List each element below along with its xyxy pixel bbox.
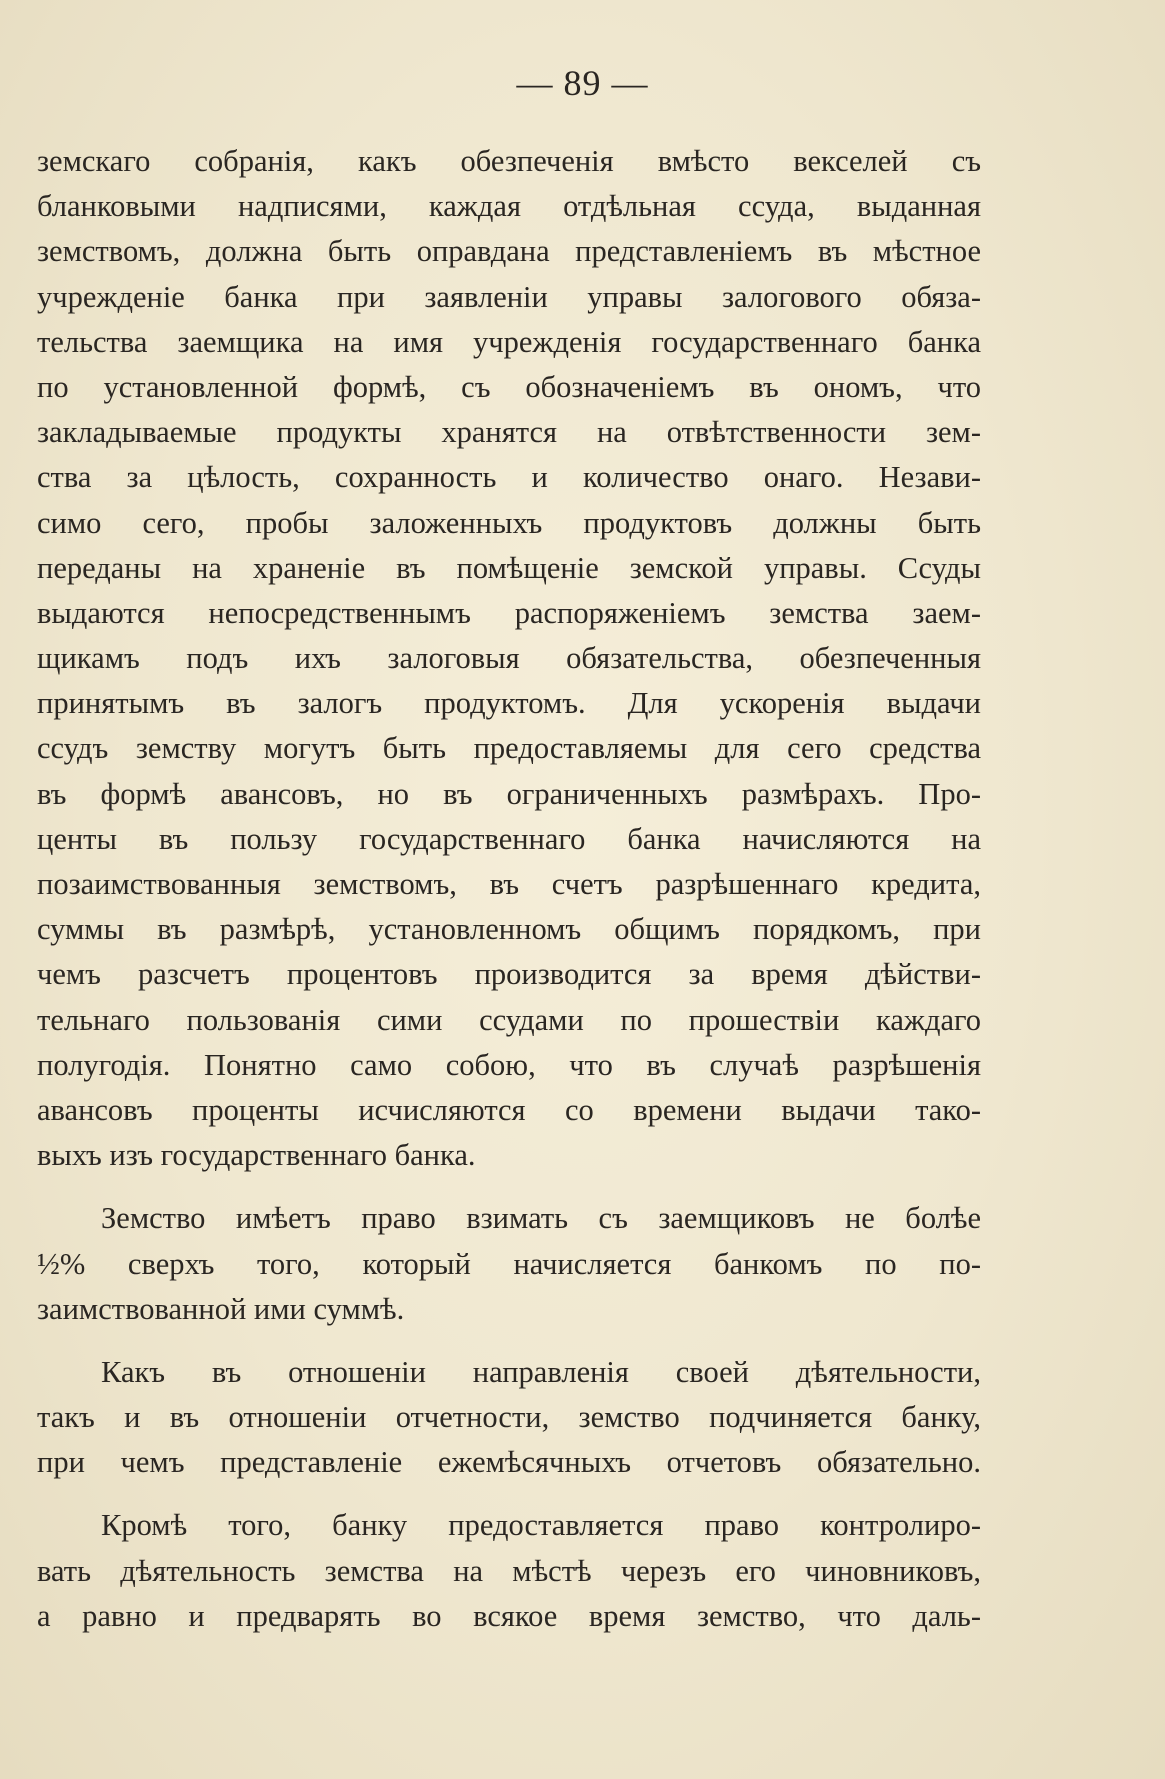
text-line: позаимствованныя земствомъ, въ счетъ разрѣшеннаго кредита, — [37, 867, 981, 901]
text-line: переданы на храненіе въ помѣщеніе земской управы. Ссуды — [37, 550, 981, 585]
text-line: ства за цѣлость, сохранность и количество онаго. Незави- — [37, 460, 981, 495]
text-line: при чемъ представленіе ежемѣсячныхъ отчетовъ обязательно. — [37, 1445, 981, 1480]
text-line: тельнаго пользованія сими ссудами по прошествіи каждаго — [37, 1002, 981, 1037]
text-line: Какъ въ отношеніи направленія своей дѣятельности, — [101, 1354, 981, 1389]
paragraph-gap — [37, 1178, 981, 1196]
text-line: Кромѣ того, банку предоставляется право контролиро- — [101, 1508, 981, 1543]
text-line: центы въ пользу государственнаго банка начисляются на — [37, 821, 981, 856]
text-line: симо сего, пробы заложенныхъ продуктовъ должны быть — [37, 505, 981, 540]
text-line: заимствованной ими суммѣ. — [37, 1291, 405, 1326]
text-line: ½% сверхъ того, который начисляется банкомъ по по- — [37, 1246, 981, 1281]
text-line: а равно и предварять во всякое время земство, что даль- — [37, 1598, 981, 1633]
body-text — [37, 139, 981, 1639]
page-number: — 89 — — [516, 63, 649, 103]
text-line: Земство имѣетъ право взимать съ заемщиковъ не болѣе — [101, 1201, 981, 1236]
text-line: ссудъ земству могутъ быть предоставляемы для сего средства — [37, 731, 981, 766]
text-line: земскаго собранія, какъ обезпеченія вмѣсто векселей съ — [37, 144, 981, 178]
text-line: авансовъ проценты исчисляются со времени выдачи тако- — [37, 1092, 981, 1127]
paragraph-gap — [37, 1485, 981, 1503]
text-line: выдаются непосредственнымъ распоряженіемъ земства заем- — [37, 595, 981, 630]
text-line: закладываемые продукты хранятся на отвѣтственности зем- — [37, 415, 981, 450]
text-line: въ формѣ авансовъ, но въ ограниченныхъ размѣрахъ. Про- — [37, 776, 981, 811]
text-line: суммы въ размѣрѣ, установленномъ общимъ порядкомъ, при — [37, 912, 981, 947]
text-line: щикамъ подъ ихъ залоговыя обязательства, обезпеченныя — [37, 641, 981, 676]
text-line: бланковыми надписями, каждая отдѣльная ссуда, выданная — [37, 189, 981, 224]
text-line: выхъ изъ государственнаго банка. — [37, 1138, 476, 1173]
text-line: полугодія. Понятно само собою, что въ случаѣ разрѣшенія — [37, 1047, 981, 1082]
text-line: принятымъ въ залогъ продуктомъ. Для ускоренія выдачи — [37, 686, 981, 721]
text-line: земствомъ, должна быть оправдана представленіемъ въ мѣстное — [37, 234, 981, 269]
text-line: тельства заемщика на имя учрежденія государственнаго банка — [37, 324, 981, 359]
text-line: чемъ разсчетъ процентовъ производится за время дѣйстви- — [37, 957, 981, 992]
text-line: по установленной формѣ, съ обозначеніемъ въ ономъ, что — [37, 369, 981, 404]
paragraph-gap — [37, 1332, 981, 1350]
text-line: вать дѣятельность земства на мѣстѣ черезъ его чиновниковъ, — [37, 1553, 981, 1588]
text-line: такъ и въ отношеніи отчетности, земство подчиняется банку, — [37, 1400, 981, 1435]
text-line: учрежденіе банка при заявленіи управы залогового обяза- — [37, 279, 981, 314]
